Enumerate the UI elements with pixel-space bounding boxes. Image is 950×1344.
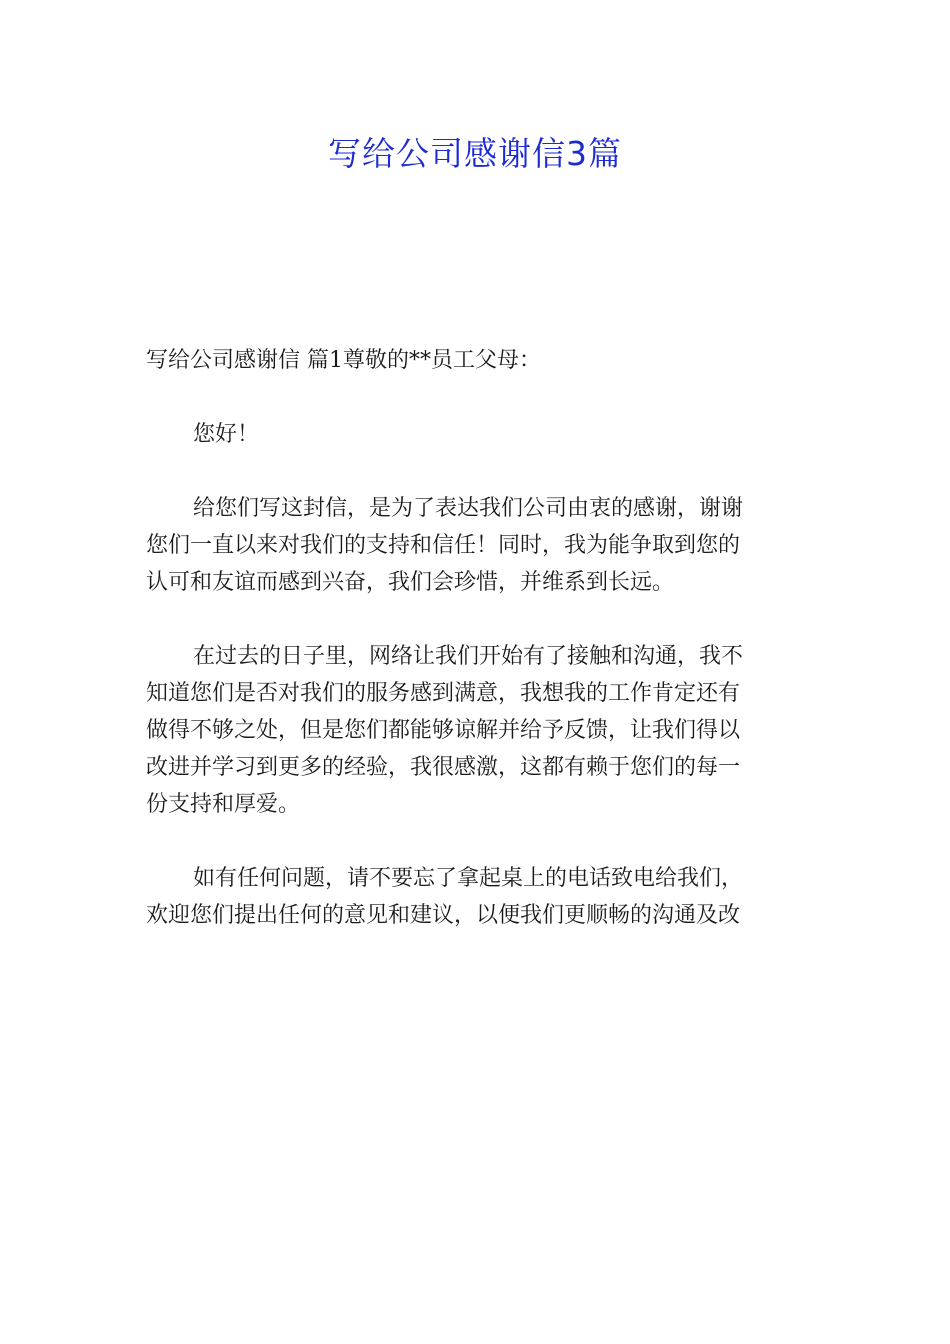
paragraph-line: 份支持和厚爱。 xyxy=(146,792,301,817)
letter-heading-line: 写给公司感谢信 篇1尊敬的**员工父母： xyxy=(146,348,541,373)
paragraph-line: 知道您们是否对我们的服务感到满意，我想我的工作肯定还有 xyxy=(146,681,741,706)
greeting: 您好！ xyxy=(193,422,260,447)
paragraph-line: 做得不够之处，但是您们都能够谅解并给予反馈，让我们得以 xyxy=(146,718,741,743)
paragraph-3 xyxy=(146,860,808,934)
paragraph-1 xyxy=(146,490,808,601)
paragraph-line: 在过去的日子里，网络让我们开始有了接触和沟通，我不 xyxy=(193,644,744,669)
document-body xyxy=(146,342,808,971)
paragraph-line: 给您们写这封信，是为了表达我们公司由衷的感谢，谢谢 xyxy=(193,496,744,521)
paragraph-line: 认可和友谊而感到兴奋，我们会珍惜，并维系到长远。 xyxy=(146,570,675,595)
paragraph-2 xyxy=(146,638,808,823)
paragraph-line: 改进并学习到更多的经验，我很感激，这都有赖于您们的每一 xyxy=(146,755,741,780)
paragraph-line: 欢迎您们提出任何的意见和建议，以便我们更顺畅的沟通及改 xyxy=(146,903,741,928)
paragraph-line: 您们一直以来对我们的支持和信任！同时，我为能争取到您的 xyxy=(146,533,741,558)
document-title: 写给公司感谢信3篇 xyxy=(328,134,622,173)
paragraph-line: 如有任何问题，请不要忘了拿起桌上的电话致电给我们， xyxy=(193,866,744,891)
